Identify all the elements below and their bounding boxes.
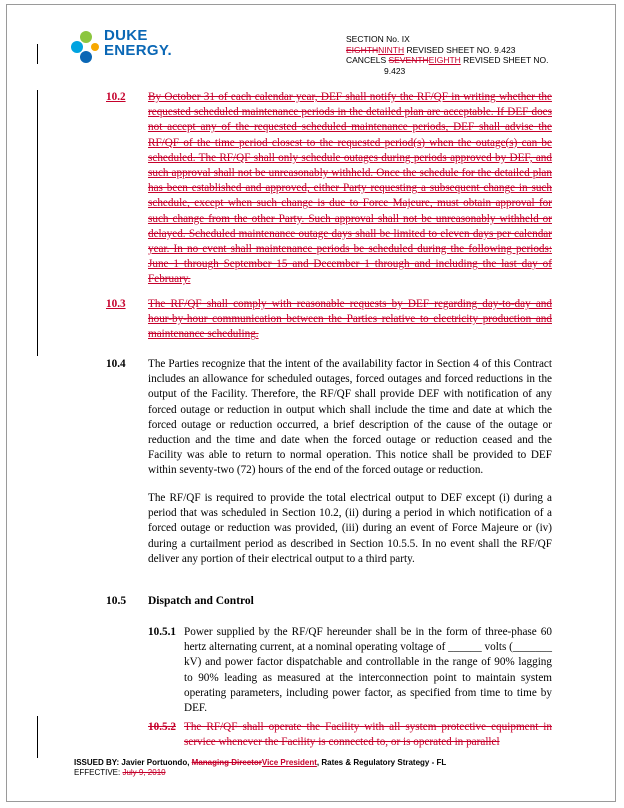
cancels-line [346,55,549,66]
section-10-4-para-2: The RF/QF is required to provide the total electrical output to DEF except (i) during a period that was scheduled in Section 10.2, (ii) during a period in which notification of a forced outage or reduction was provided, (iii) during an event of Force Majeure or (iv) during a curtailment period as described in Section 10.5.5. In no event shall the RF/QF deliver any portion of their electrical output to a third party. [148,492,552,565]
page-footer [74,758,446,778]
logo-line-1: DUKE [104,27,148,44]
section-10-4-number: 10.4 [106,358,126,370]
cancels-inserted: EIGHTH [428,55,461,65]
effective-label: EFFECTIVE: [74,768,123,777]
revision-inserted: NINTH [378,44,405,55]
section-10-2-number: 10.2 [106,91,126,103]
cancels-sheet: 9.423 [384,65,406,76]
revision-deleted: EIGHTH [346,44,379,55]
change-bar-header [37,44,38,64]
section-10-5-2-number: 10.5.2 [148,721,176,733]
section-10-2-text: By October 31 of each calendar year, DEF shall notify the RF/QF in writing whether the requested scheduled maintenance periods in the detailed plan are acceptable. If DEF does not accept any of the requested scheduled maintenance periods, DEF shall advise the RF/QF of the time period closest to the requested period(s) when the outage(s) can be scheduled. The RF/QF shall only schedule outages during periods approved by DEF, and such approval shall not be unreasonably withheld. Once the schedule for the detailed plan has been established and approved, either Party requesting a subsequent change in such schedule, except when such change is due to Force Majeure, must obtain approval for such change from the other Party. Such approval shall not be unreasonably withheld or delayed. Scheduled maintenance outage days shall be limited to eleven days per calendar year. In no event shall maintenance periods be scheduled during the following periods: June 1 through September 15 and December 1 through and including the last day of February. [148,91,552,286]
section-10-5-number: 10.5 [106,595,127,607]
logo-wordmark [104,28,172,58]
issued-by-line [74,758,446,768]
revision-rest: REVISED SHEET NO. 9.423 [404,44,516,55]
logo-line-2: ENERGY. [104,42,172,59]
section-10-4-para-1: The Parties recognize that the intent of the availability factor in Section 4 of this Contract includes an allowance for scheduled outages, forced outages and forced reductions in the output of the Facility. Therefore, the RF/QF shall provide DEF with notification of any forced outage or reduction in output which shall include the time and date at which the forced outage or reduction occurred, a brief description of the cause of the outage or reduction and the time and date when the forced outage or reduction ceased and the Facility was able to return to normal operation. This notice shall be provided to DEF within seventy-two (72) hours of the end of the forced outage or reduction. [148,358,552,477]
issued-by-label: ISSUED BY: Javier Portuondo, [74,758,192,767]
section-10-5-title: Dispatch and Control [148,595,254,607]
effective-deleted: July 9, 2010 [122,768,166,777]
change-bar-bottom [37,716,38,758]
section-label: SECTION No. IX [346,34,410,44]
cancels-deleted: SEVENTH [388,55,429,65]
section-10-3-number: 10.3 [106,298,126,310]
section-10-3-text: The RF/QF shall comply with reasonable requests by DEF regarding day-to-day and hour-by-hour communication between the Parties relative to electricity production and maintenance scheduling. [148,298,552,341]
effective-line [74,768,446,778]
section-10-5-1-text: Power supplied by the RF/QF hereunder shall be in the form of three-phase 60 hertz alternating current, at a nominal operating voltage of ______ volts (_______ kV) and power factor dispatchable and controllable in the range of 90% lagging to 90% leading as measured at the interconnection point to maintain system operating parameters, including power factor, as specified from time to time by DEF. [184,626,552,715]
issued-by-deleted: Managing Director [191,758,262,767]
cancels-label: CANCELS [346,55,389,65]
section-10-5-1-number: 10.5.1 [148,626,176,638]
revision-line [346,45,549,56]
issued-by-inserted: Vice President [261,758,317,767]
issued-by-rest: , Rates & Regulatory Strategy - FL [316,758,447,767]
cancels-rest: REVISED SHEET NO. [460,55,549,65]
sheet-header [346,34,549,76]
change-bar-body [37,90,38,356]
section-10-5-2-text: The RF/QF shall operate the Facility with all system protective equipment in service whenever the Facility is connected to, or is operated in parallel [184,721,552,749]
